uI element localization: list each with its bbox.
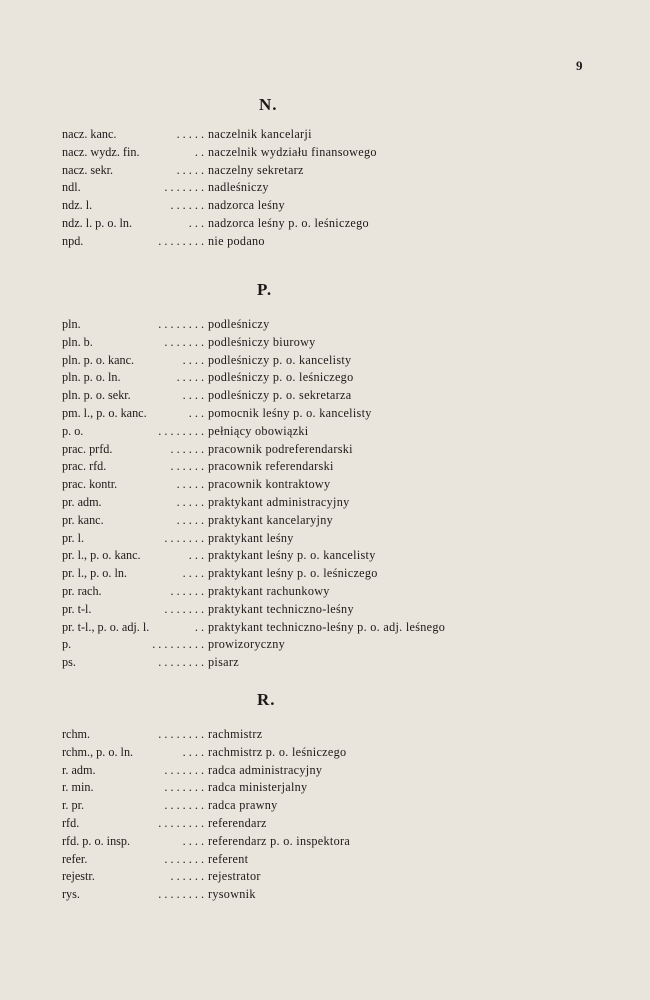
entry-meaning: podleśniczy biurowy [208,334,316,349]
entry-abbreviation: ndz. l. p. o. ln. [62,215,133,230]
entry-leader-dots: . . . . . . . [164,851,204,866]
entry-leader-dots: . . . . . . . [164,798,204,813]
entry-meaning: podleśniczy p. o. leśniczego [208,370,354,385]
entry-meaning: nadleśniczy [208,180,269,195]
entry-meaning: nadzorca leśny [208,198,285,213]
entry-meaning: pracownik referendarski [208,459,334,474]
entry-abbreviation: pr. kanc. [62,512,104,527]
entry-abbreviation: nacz. kanc. [62,127,117,141]
entry-leader-dots: . . . [188,548,204,563]
entry-leader-dots: . . . . . . . . [158,233,204,248]
entry-meaning: rachmistrz p. o. leśniczego [208,744,347,759]
entry-abbreviation: ndz. l. [62,198,93,213]
entry-abbreviation: pr. l. [62,530,85,545]
entry-meaning: nie podano [208,233,265,248]
entry-meaning: referendarz [208,815,267,830]
entry-leader-dots: . . . . . . . . [158,317,204,331]
page-number: 9 [576,58,583,73]
entry-leader-dots: . . . . [182,744,204,759]
entry-leader-dots: . . . . [182,566,204,581]
entry-meaning: praktykant kancelaryjny [208,512,334,527]
entry-leader-dots: . . . . . . . . [158,887,204,902]
entry-abbreviation: pr. t-l., p. o. adj. l. [62,619,150,634]
entry-meaning: pomocnik leśny p. o. kancelisty [208,405,372,420]
entry-abbreviation: rfd. p. o. insp. [62,833,131,848]
entry-meaning: naczelnik kancelarji [208,127,312,141]
entry-abbreviation: r. adm. [62,762,96,777]
entry-leader-dots: . . . . . . . . [158,727,204,741]
entry-leader-dots: . . [194,144,204,159]
entry-meaning: praktykant techniczno-leśny [208,601,354,616]
entry-leader-dots: . . . . . [176,477,204,492]
section-letter: R. [257,690,276,709]
entry-abbreviation: r. pr. [62,798,85,813]
entry-meaning: rysownik [208,887,256,902]
entry-meaning: radca ministerjalny [208,780,308,795]
entry-leader-dots: . . . . [182,388,204,403]
entry-meaning: naczelnik wydziału finansowego [208,144,377,159]
entry-abbreviation: pln. b. [62,334,93,349]
entry-leader-dots: . . . . [182,352,204,367]
entry-leader-dots: . . . . . . [170,459,204,474]
entry-abbreviation: rchm., p. o. ln. [62,744,134,759]
entry-leader-dots: . . . . . . . [164,601,204,616]
entry-meaning: pracownik kontraktowy [208,477,331,492]
entry-meaning: pełniący obowiązki [208,423,309,438]
entry-meaning: naczelny sekretarz [208,162,304,177]
entry-leader-dots: . . . . . . . [164,180,204,195]
entry-meaning: rachmistrz [208,727,263,741]
entry-leader-dots: . . . . . [176,162,204,177]
entry-leader-dots: . . . . . . [170,869,204,884]
entry-meaning: praktykant leśny p. o. kancelisty [208,548,376,563]
entry-meaning: praktykant techniczno-leśny p. o. adj. leśnego [208,619,446,634]
entry-meaning: prowizoryczny [208,637,285,652]
entry-meaning: pisarz [208,655,239,670]
entry-abbreviation: pln. [62,317,81,331]
entry-leader-dots: . . . . . . [170,198,204,213]
entry-abbreviation: ps. [62,655,76,670]
entry-leader-dots: . . . . . . . [164,780,204,795]
entry-meaning: praktykant rachunkowy [208,583,330,598]
entry-abbreviation: nacz. sekr. [62,162,114,177]
entry-abbreviation: ndl. [62,180,81,195]
entry-leader-dots: . . [194,619,204,634]
entry-abbreviation: pm. l., p. o. kanc. [62,405,147,420]
entry-abbreviation: rys. [62,887,80,902]
entry-abbreviation: p. o. [62,423,84,438]
entry-meaning: praktykant leśny [208,530,294,545]
entry-meaning: referent [208,851,249,866]
entry-abbreviation: rfd. [62,815,80,830]
entry-abbreviation: rchm. [62,727,91,741]
entry-leader-dots: . . . . [182,833,204,848]
entry-abbreviation: prac. kontr. [62,477,118,492]
entry-abbreviation: pln. p. o. kanc. [62,352,135,367]
entry-leader-dots: . . . . . [176,512,204,527]
entry-leader-dots: . . . . . . . . [158,423,204,438]
entry-abbreviation: nacz. wydz. fin. [62,144,140,159]
entry-abbreviation: r. min. [62,780,94,795]
entry-abbreviation: pr. adm. [62,494,102,509]
entry-leader-dots: . . . . . [176,494,204,509]
entry-leader-dots: . . . . . . . [164,334,204,349]
entry-abbreviation: p. [62,637,72,652]
entry-abbreviation: refer. [62,851,88,866]
entry-meaning: podleśniczy p. o. sekretarza [208,388,352,403]
entry-meaning: referendarz p. o. inspektora [208,833,351,848]
entry-abbreviation: pr. t-l. [62,601,92,616]
entry-leader-dots: . . . . . . . . . [152,637,204,652]
entry-meaning: podleśniczy p. o. kancelisty [208,352,352,367]
entry-abbreviation: npd. [62,233,84,248]
entry-leader-dots: . . . . . . . . [158,655,204,670]
entry-leader-dots: . . . . . . [170,583,204,598]
entry-leader-dots: . . . [188,215,204,230]
entry-leader-dots: . . . [188,405,204,420]
entry-abbreviation: pln. p. o. sekr. [62,388,131,403]
entry-meaning: podleśniczy [208,317,270,331]
entry-abbreviation: pr. l., p. o. ln. [62,566,128,581]
entry-meaning: rejestrator [208,869,261,884]
entry-abbreviation: prac. prfd. [62,441,113,456]
entry-abbreviation: pr. l., p. o. kanc. [62,548,141,563]
entry-leader-dots: . . . . . [176,127,204,141]
entry-abbreviation: prac. rfd. [62,459,107,474]
entry-meaning: nadzorca leśny p. o. leśniczego [208,215,369,230]
entry-meaning: radca prawny [208,798,278,813]
entry-abbreviation: pr. rach. [62,583,102,598]
entry-leader-dots: . . . . . [176,370,204,385]
section-letter: N. [259,95,278,114]
entry-abbreviation: pln. p. o. ln. [62,370,121,385]
entry-meaning: praktykant leśny p. o. leśniczego [208,566,378,581]
entry-leader-dots: . . . . . . . [164,762,204,777]
section-letter: P. [257,280,273,299]
entry-leader-dots: . . . . . . . . [158,815,204,830]
entry-meaning: praktykant administracyjny [208,494,350,509]
entry-leader-dots: . . . . . . [170,441,204,456]
entry-meaning: radca administracyjny [208,762,323,777]
entry-meaning: pracownik podreferendarski [208,441,353,456]
entry-abbreviation: rejestr. [62,869,95,884]
entry-leader-dots: . . . . . . . [164,530,204,545]
